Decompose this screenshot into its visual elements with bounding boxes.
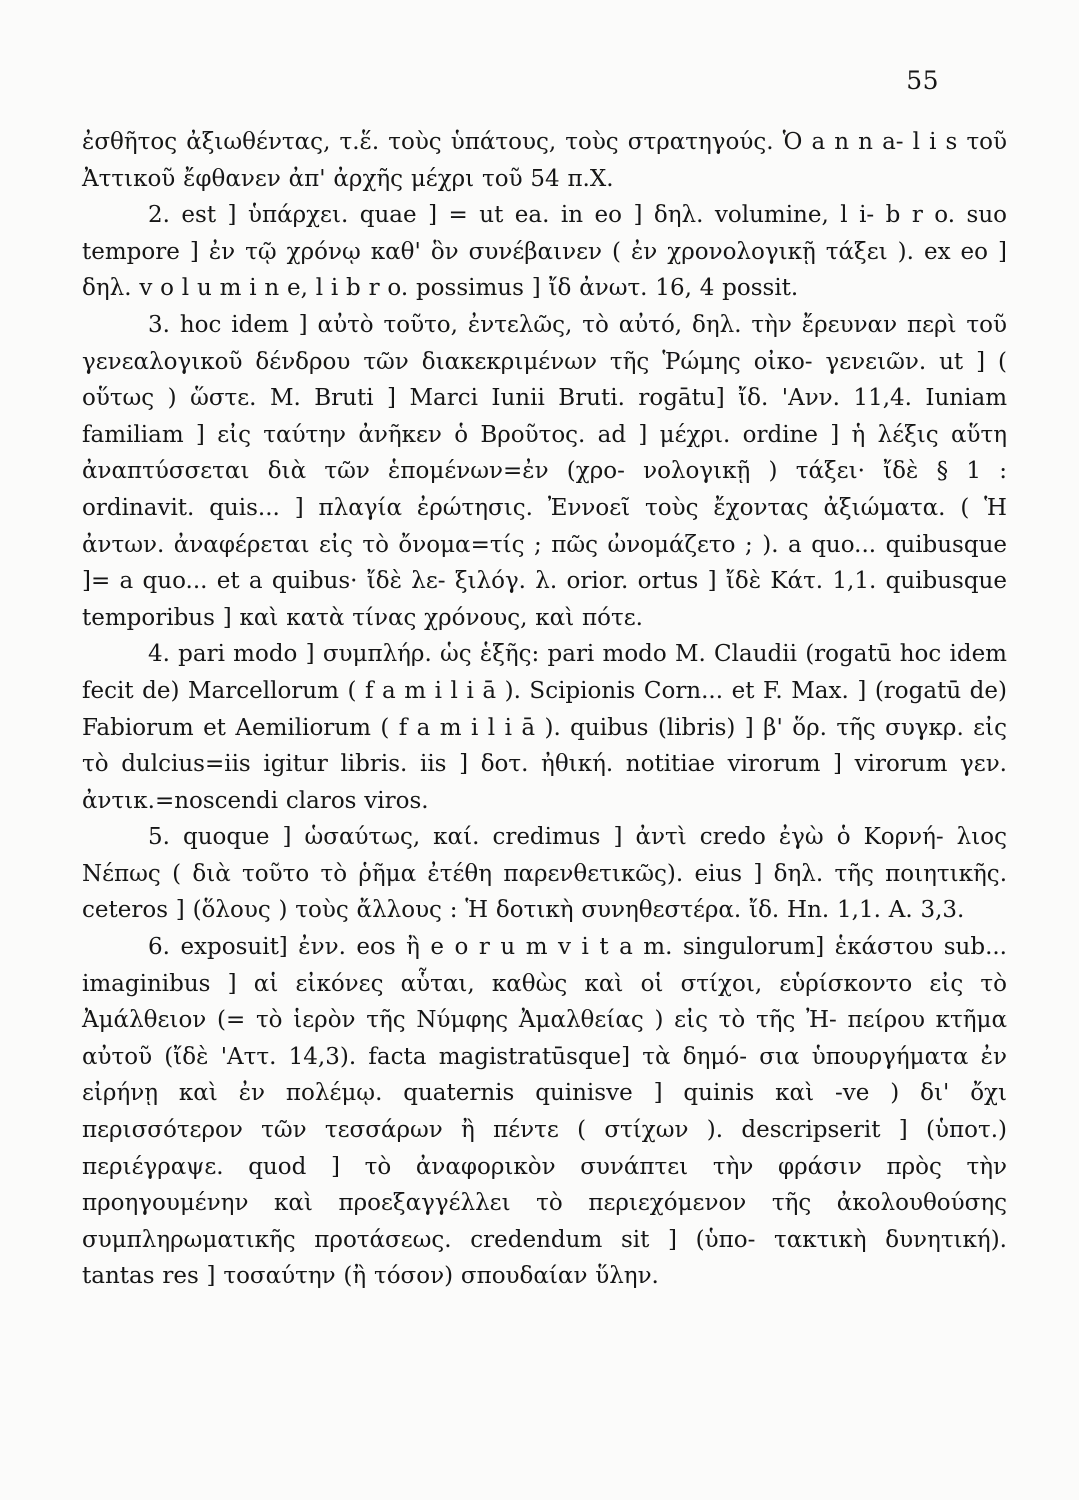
page-number: 55 [906,66,939,95]
note-paragraph-2: 2. est ] ὑπάρχει. quae ] = ut ea. in eo ] δηλ. volumine, l i- b r o. suo tempore ] ἐν τῷ χρόνῳ καθ' ὃν συνέβαινεν ( ἐν χρονολογικῇ τάξει ). ex eo ] δηλ. v o l u m i n e, l i b r o. possimus ] ἴδ ἀνωτ. 16, 4 possit. [82,202,1007,302]
note-paragraph-5: 5. quoque ] ὡσαύτως, καί. credimus ] ἀντὶ credo ἐγὼ ὁ Κορνή- λιος Νέπως ( διὰ τοῦτο τὸ ῥῆμα ἐτέθη παρενθετικῶς). eius ] δηλ. τῆς ποιητικῆς. ceteros ] (ὅλους ) τοὺς ἄλλους : Ἡ δοτικὴ συνηθεστέρα. ἴδ. Hn. 1,1. A. 3,3. [82,824,1007,924]
note-paragraph-6: 6. exposuit] ἐνν. eos ἢ e o r u m v i t a m. singulorum] ἑκάστου sub... imaginibus ] αἱ εἰκόνες αὗται, καθὼς καὶ οἱ στίχοι, εὑρίσκοντο εἰς τὸ Ἀμάλθειον (= τὸ ἱερὸν τῆς Νύμφης Ἀμαλθείας ) εἰς τὸ τῆς Ἠ- πείρου κτῆμα αὐτοῦ (ἴδὲ 'Αττ. 14,3). facta magistratūsque] τὰ δημό- σια ὑπουργήματα ἐν εἰρήνῃ καὶ ἐν πολέμῳ. quaternis quinisve ] quinis καὶ -ve ) δι' ὄχι περισσότερον τῶν τεσσάρων ἢ πέντε ( στίχων ). descripserit ] (ὑποτ.) περιέγραψε. quod ] τὸ ἀναφορικὸν συνάπτει τὴν φράσιν πρὸς τὴν προηγουμένην καὶ προεξαγγέλλει τὸ περιεχόμενον τῆς ἀκολουθούσης συμπληρωματικῆς προτάσεως. credendum sit ] (ὑπο- τακτικὴ δυνητική). tantas res ] τοσαύτην (ἢ τόσον) σπουδαίαν ὕλην. [82,934,1007,1290]
paragraph-continuation: ἐσθῆτος ἀξιωθέντας, τ.ἕ. τοὺς ὑπάτους, τοὺς στρατηγούς. Ὁ a n n a- l i s τοῦ Ἀττικοῦ ἔφθανεν ἀπ' ἀρχῆς μέχρι τοῦ 54 π.Χ. [82,129,1007,192]
commentary-text [82,124,1007,1295]
note-paragraph-3: 3. hoc idem ] αὐτὸ τοῦτο, ἐντελῶς, τὸ αὐτό, δηλ. τὴν ἔρευναν περὶ τοῦ γενεαλογικοῦ δένδρου τῶν διακεκριμένων τῆς Ῥώμης οἰκο- γενειῶν. ut ] ( οὕτως ) ὥστε. M. Bruti ] Marci Iunii Bruti. rogātu] ἴδ. 'Ανν. 11,4. Iuniam familiam ] εἰς ταύτην ἀνῆκεν ὁ Βροῦτος. ad ] μέχρι. ordine ] ἡ λέξις αὕτη ἀναπτύσσεται διὰ τῶν ἑπομένων=ἐν (χρο- νολογικῇ ) τάξει· ἴδὲ § 1 : ordinavit. quis... ] πλαγία ἐρώτησις. Ἐννοεῖ τοὺς ἔχοντας ἀξιώματα. ( Ἡ ἀντων. ἀναφέρεται εἰς τὸ ὄνομα=τίς ; πῶς ὠνομάζετο ; ). a quo... quibusque ]= a quo... et a quibus· ἴδὲ λε- ξιλόγ. λ. orior. ortus ] ἴδὲ Κάτ. 1,1. quibusque temporibus ] καὶ κατὰ τίνας χρόνους, καὶ πότε. [82,311,1007,631]
note-paragraph-4: 4. pari modo ] συμπλήρ. ὡς ἑξῆς: pari modo M. Claudii (rogatū hoc idem fecit de) Marcellorum ( f a m i l i ā ). Scipionis Corn... et F. Max. ] (rogatū de) Fabiorum et Aemiliorum ( f a m i l i ā ). quibus (libris) ] β' ὅρ. τῆς συγκρ. εἰς τὸ dulcius=iis igitur libris. iis ] δοτ. ἠθική. notitiae virorum ] virorum γεν. ἀντικ.=noscendi claros viros. [82,641,1007,814]
